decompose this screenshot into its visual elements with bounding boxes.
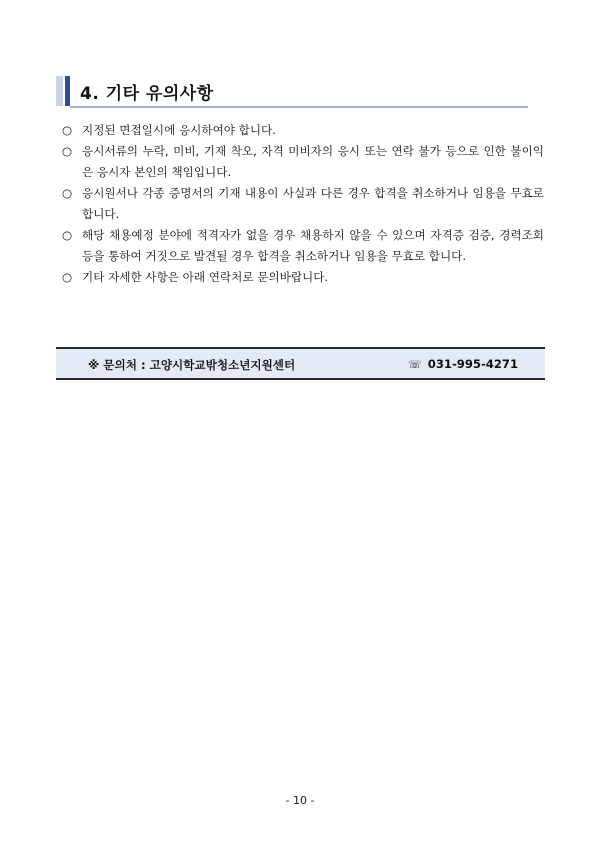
page-number: - 10 - (285, 794, 315, 807)
contact-box (56, 347, 545, 380)
section-title: 4. 기타 유의사항 (80, 84, 214, 104)
contact-label: ※ 문의처 : 고양시학교밖청소년지원센터 (88, 358, 296, 372)
circle-bullet-icon: ○ (62, 144, 73, 158)
circle-bullet-icon: ○ (62, 270, 73, 284)
circle-bullet-icon: ○ (62, 186, 73, 200)
header-accent-bar (56, 76, 63, 106)
note-item (62, 225, 544, 267)
circle-bullet-icon: ○ (62, 228, 73, 242)
phone-number: 031-995-4271 (427, 357, 519, 371)
note-text: 응시원서나 각종 증명서의 기재 내용이 사실과 다른 경우 합격을 취소하거나 임용을 무효로 합니다. (82, 186, 544, 221)
header-accent-bar-dark (65, 76, 70, 106)
note-text: 기타 자세한 사항은 아래 연락처로 문의바랍니다. (82, 270, 329, 284)
notes-list (62, 120, 544, 288)
note-text: 응시서류의 누락, 미비, 기재 착오, 자격 미비자의 응시 또는 연락 불가 등으로 인한 불이익은 응시자 본인의 책임입니다. (82, 144, 544, 179)
note-item (62, 183, 544, 225)
section-header (56, 76, 528, 110)
contact-phone (408, 357, 518, 371)
circle-bullet-icon: ○ (62, 123, 73, 137)
note-text: 지정된 면접일시에 응시하여야 합니다. (82, 123, 276, 137)
note-item (62, 141, 544, 183)
phone-icon: ☏ (408, 357, 422, 371)
title-underline (70, 106, 528, 108)
note-item (62, 267, 544, 288)
note-item (62, 120, 544, 141)
note-text: 해당 채용예정 분야에 적격자가 없을 경우 채용하지 않을 수 있으며 자격증 검증, 경력조회 등을 통하여 거짓으로 발견될 경우 합격을 취소하거나 임용을 무효로 합니다. (82, 228, 544, 263)
